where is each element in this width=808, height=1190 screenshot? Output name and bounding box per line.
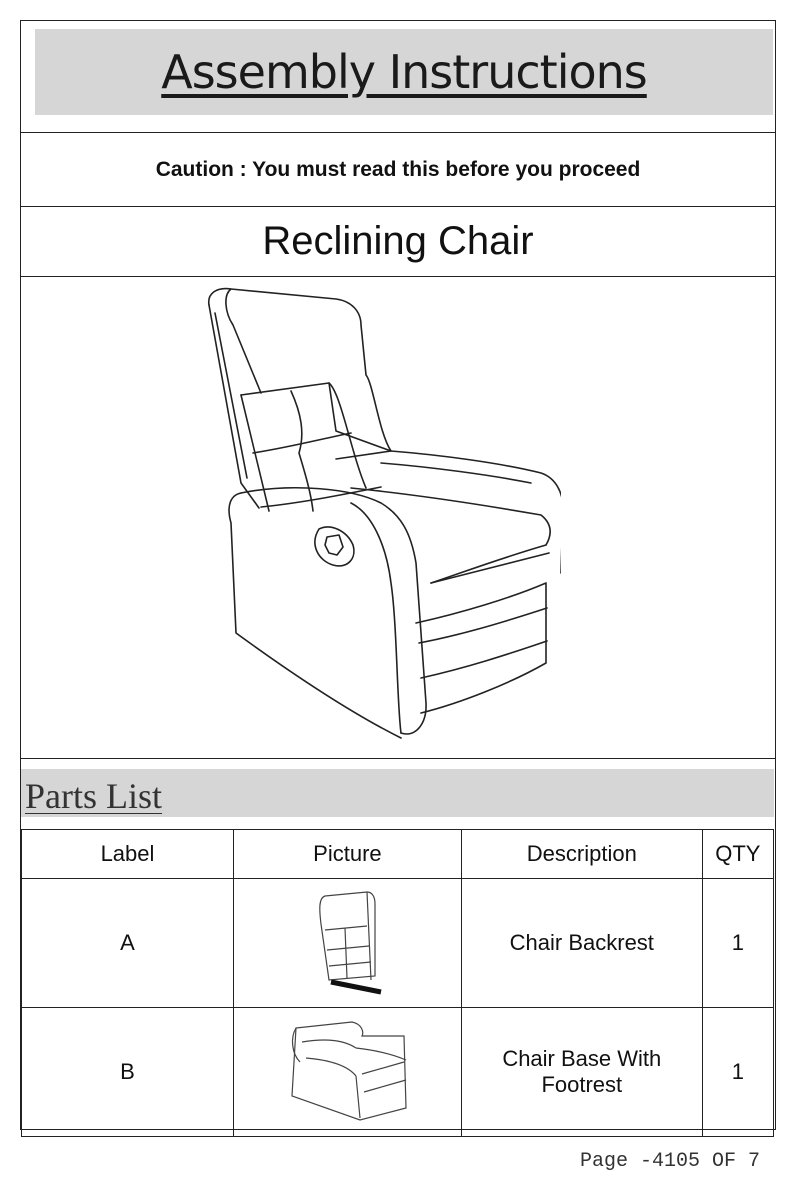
part-qty: 1 — [702, 1008, 773, 1137]
title-section — [21, 21, 775, 133]
column-header-qty: QTY — [702, 830, 773, 879]
product-image-section — [21, 277, 775, 759]
caution-section — [21, 133, 775, 207]
chair-backrest-drawing — [307, 884, 387, 996]
product-section — [21, 207, 775, 277]
table-row — [22, 1008, 774, 1137]
document-frame — [20, 20, 776, 1130]
part-label: A — [22, 879, 234, 1008]
document-title: Assembly Instructions — [161, 45, 647, 99]
part-description: Chair Backrest — [461, 879, 702, 1008]
reclining-chair-illustration — [201, 283, 561, 745]
part-picture — [233, 879, 461, 1008]
part-qty: 1 — [702, 879, 773, 1008]
table-header-row — [22, 830, 774, 879]
parts-table — [21, 829, 774, 1137]
table-row — [22, 879, 774, 1008]
page-number: Page -4105 OF 7 — [579, 1150, 760, 1173]
title-banner — [35, 29, 773, 115]
part-picture — [233, 1008, 461, 1137]
part-description: Chair Base With Footrest — [461, 1008, 702, 1137]
product-name: Reclining Chair — [262, 219, 534, 263]
chair-base-drawing — [282, 1014, 412, 1124]
column-header-picture: Picture — [233, 830, 461, 879]
parts-list-heading: Parts List — [25, 776, 163, 816]
column-header-label: Label — [22, 830, 234, 879]
parts-list-banner — [21, 769, 774, 817]
part-label: B — [22, 1008, 234, 1137]
column-header-description: Description — [461, 830, 702, 879]
caution-text: Caution : You must read this before you proceed — [155, 157, 641, 181]
